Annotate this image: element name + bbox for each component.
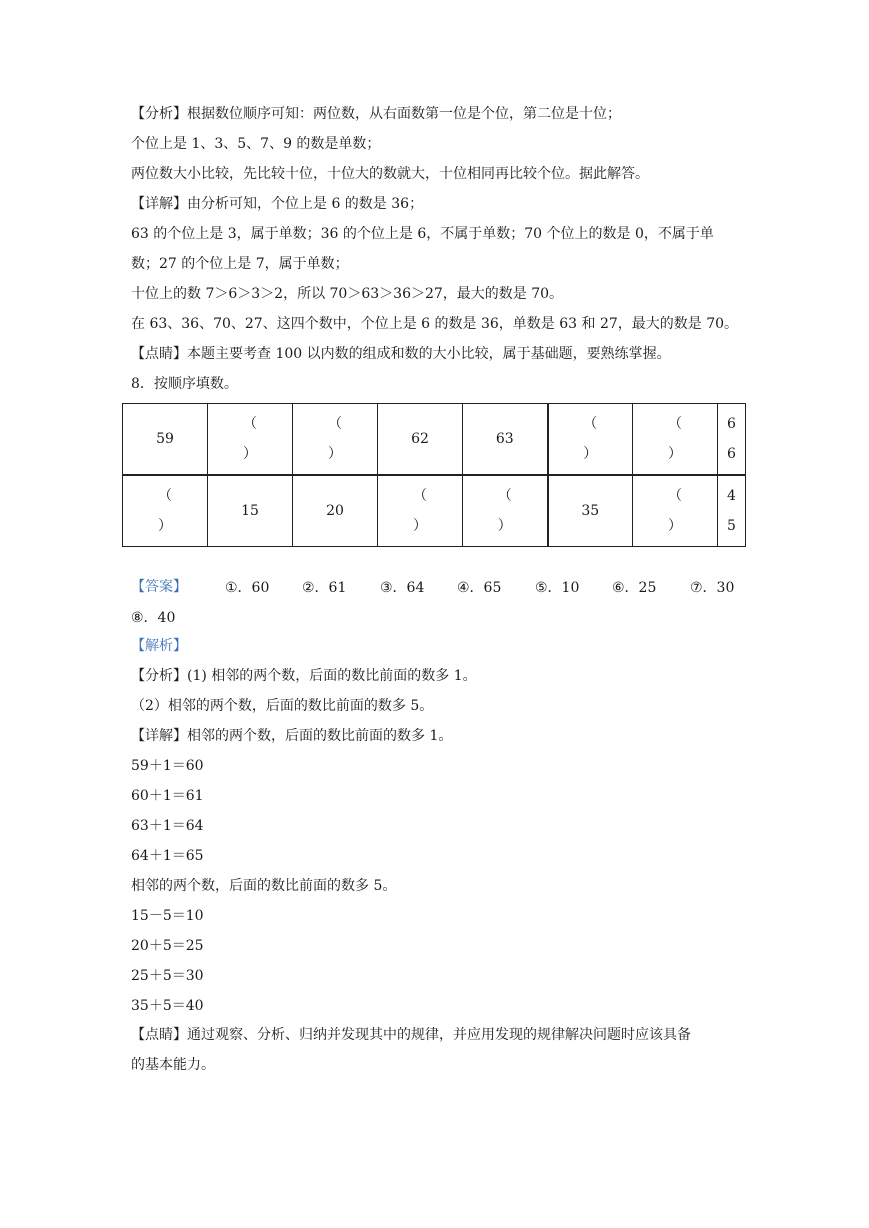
table-cell-narrow: 4 5 — [718, 475, 746, 547]
explanation-remark-2: 的基本能力。 — [131, 1057, 215, 1073]
table-cell: 15 — [208, 475, 293, 547]
equation: 60＋1＝61 — [131, 788, 204, 804]
equation: 63＋1＝64 — [131, 818, 204, 834]
answer-item: ⑤．10 — [535, 580, 580, 596]
answer-item: ⑥．25 — [612, 580, 657, 596]
explanation-analysis-1: 【分析】(1) 相邻的两个数，后面的数比前面的数多 1。 — [131, 668, 477, 684]
equation: 20＋5＝25 — [131, 938, 204, 954]
blank-cell[interactable]: （ ） — [633, 475, 718, 547]
answer-item: ②．61 — [302, 580, 347, 596]
answer-item: ④．65 — [457, 580, 502, 596]
explanation-detail: 【详解】相邻的两个数，后面的数比前面的数多 1。 — [131, 728, 453, 744]
answer-item: ⑦．30 — [690, 580, 735, 596]
detail-line-3: 数；27 的个位上是 7，属于单数； — [131, 256, 349, 272]
equation: 59＋1＝60 — [131, 758, 204, 774]
detail-line-4: 十位上的数 7＞6＞3＞2，所以 70＞63＞36＞27，最大的数是 70。 — [131, 286, 564, 302]
table-cell: 59 — [123, 404, 208, 476]
answer-label: 【答案】 — [131, 579, 187, 595]
table-cell: 62 — [378, 404, 463, 476]
analysis-line-1: 【分析】根据数位顺序可知：两位数，从右面数第一位是个位，第二位是十位； — [131, 106, 621, 122]
blank-cell[interactable]: （ ） — [123, 475, 208, 547]
number-sequence-table — [122, 403, 746, 547]
answer-item: ⑧．40 — [131, 610, 176, 626]
table-row — [123, 404, 746, 476]
remark-line: 【点睛】本题主要考查 100 以内数的组成和数的大小比较，属于基础题，要熟练掌握。 — [131, 346, 671, 362]
equation: 64＋1＝65 — [131, 848, 204, 864]
equation: 15－5＝10 — [131, 908, 204, 924]
table-cell-narrow: 6 6 — [718, 404, 746, 476]
table-cell: 35 — [548, 475, 633, 547]
equation: 35＋5＝40 — [131, 998, 204, 1014]
detail-line-5: 在 63、36、70、27、这四个数中，个位上是 6 的数是 36，单数是 63 和 27，最大的数是 70。 — [131, 316, 739, 332]
blank-cell[interactable]: （ ） — [548, 404, 633, 476]
detail-line-1: 【详解】由分析可知，个位上是 6 的数是 36； — [131, 196, 424, 212]
blank-cell[interactable]: （ ） — [633, 404, 718, 476]
analysis-line-3: 两位数大小比较，先比较十位，十位大的数就大，十位相同再比较个位。据此解答。 — [131, 166, 649, 182]
explanation-detail-2: 相邻的两个数，后面的数比前面的数多 5。 — [131, 878, 397, 894]
table-cell: 63 — [463, 404, 548, 476]
question-title: 8．按顺序填数。 — [131, 376, 238, 392]
answer-item: ①．60 — [225, 580, 270, 596]
detail-line-2: 63 的个位上是 3，属于单数；36 的个位上是 6，不属于单数；70 个位上的数是 0，不属于单 — [131, 226, 714, 242]
table-row — [123, 475, 746, 547]
blank-cell[interactable]: （ ） — [463, 475, 548, 547]
blank-cell[interactable]: （ ） — [208, 404, 293, 476]
answer-item: ③．64 — [380, 580, 425, 596]
explanation-analysis-2: （2）相邻的两个数，后面的数比前面的数多 5。 — [131, 698, 434, 714]
analysis-line-2: 个位上是 1、3、5、7、9 的数是单数； — [131, 136, 381, 152]
equation: 25＋5＝30 — [131, 968, 204, 984]
blank-cell[interactable]: （ ） — [378, 475, 463, 547]
table-cell: 20 — [293, 475, 378, 547]
explanation-label: 【解析】 — [131, 638, 187, 654]
blank-cell[interactable]: （ ） — [293, 404, 378, 476]
explanation-remark-1: 【点睛】通过观察、分析、归纳并发现其中的规律，并应用发现的规律解决问题时应该具备 — [131, 1027, 691, 1043]
